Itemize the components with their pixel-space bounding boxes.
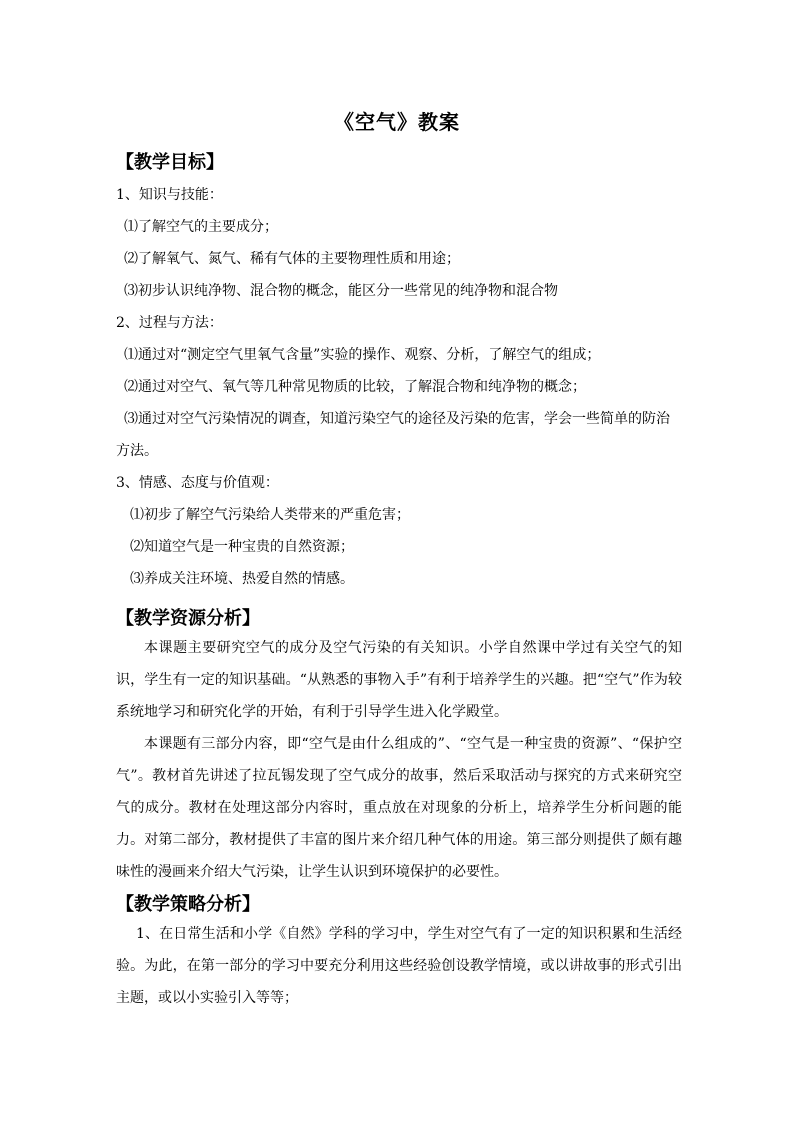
goal-item-1-line-2: ⑵了解氧气、氮气、稀有气体的主要物理性质和用途；	[124, 251, 460, 267]
goal-item-1-line-3: ⑶初步认识纯净物、混合物的概念，能区分一些常见的纯净物和混合物	[124, 283, 558, 299]
section-heading-strategy-analysis: 【教学策略分析】	[116, 894, 260, 915]
goal-item-3-line-1: ⑴初步了解空气污染给人类带来的严重危害；	[130, 507, 410, 523]
strategy-paragraph-1: 1、在日常生活和小学《自然》学科的学习中，学生对空气有了一定的知识积累和生活经验。为此，在第一部分的学习中要充分利用这些经验创设教学情境，或以讲故事的形式引出主题，或以小实验引入等等；	[116, 926, 682, 1006]
document-title: 《空气》教案	[334, 110, 460, 134]
goal-item-1-label: 1、知识与技能：	[116, 187, 223, 203]
goal-item-2-label: 2、过程与方法：	[116, 315, 223, 331]
goal-item-1-line-1: ⑴了解空气的主要成分；	[124, 219, 278, 235]
goal-item-2-line-4: 方法。	[116, 443, 158, 459]
resource-paragraph-1: 本课题主要研究空气的成分及空气污染的有关知识。小学自然课中学过有关空气的知识，学生有一定的知识基础。“从熟悉的事物入手”有利于培养学生的兴趣。把“空气”作为较系统地学习和研究化学的开始，有利于引导学生进入化学殿堂。	[116, 640, 682, 720]
goal-item-2-line-3: ⑶通过对空气污染情况的调查，知道污染空气的途径及污染的危害，学会一些简单的防治	[124, 411, 670, 427]
goal-item-3-line-2: ⑵知道空气是一种宝贵的自然资源；	[130, 539, 354, 555]
section-heading-teaching-goals: 【教学目标】	[116, 152, 224, 173]
goal-item-2-line-2: ⑵通过对空气、氧气等几种常见物质的比较，了解混合物和纯净物的概念；	[124, 379, 586, 395]
goal-item-3-line-3: ⑶养成关注环境、热爱自然的情感。	[130, 571, 354, 587]
section-heading-resource-analysis: 【教学资源分析】	[116, 608, 260, 629]
goal-item-2-line-1: ⑴通过对“测定空气里氧气含量”实验的操作、观察、分析，了解空气的组成；	[124, 347, 601, 363]
resource-paragraph-2: 本课题有三部分内容，即“空气是由什么组成的”、“空气是一种宝贵的资源”、“保护空气”。教材首先讲述了拉瓦锡发现了空气成分的故事，然后采取活动与探究的方式来研究空气的成分。教材在处理这部分内容时，重点放在对现象的分析上，培养学生分析问题的能力。对第二部分，教材提供了丰富的图片来介绍几种气体的用途。第三部分则提供了颇有趣味性的漫画来介绍大气污染，让学生认识到环境保护的必要性。	[116, 736, 682, 880]
goal-item-3-label: 3、情感、态度与价值观：	[116, 475, 279, 491]
